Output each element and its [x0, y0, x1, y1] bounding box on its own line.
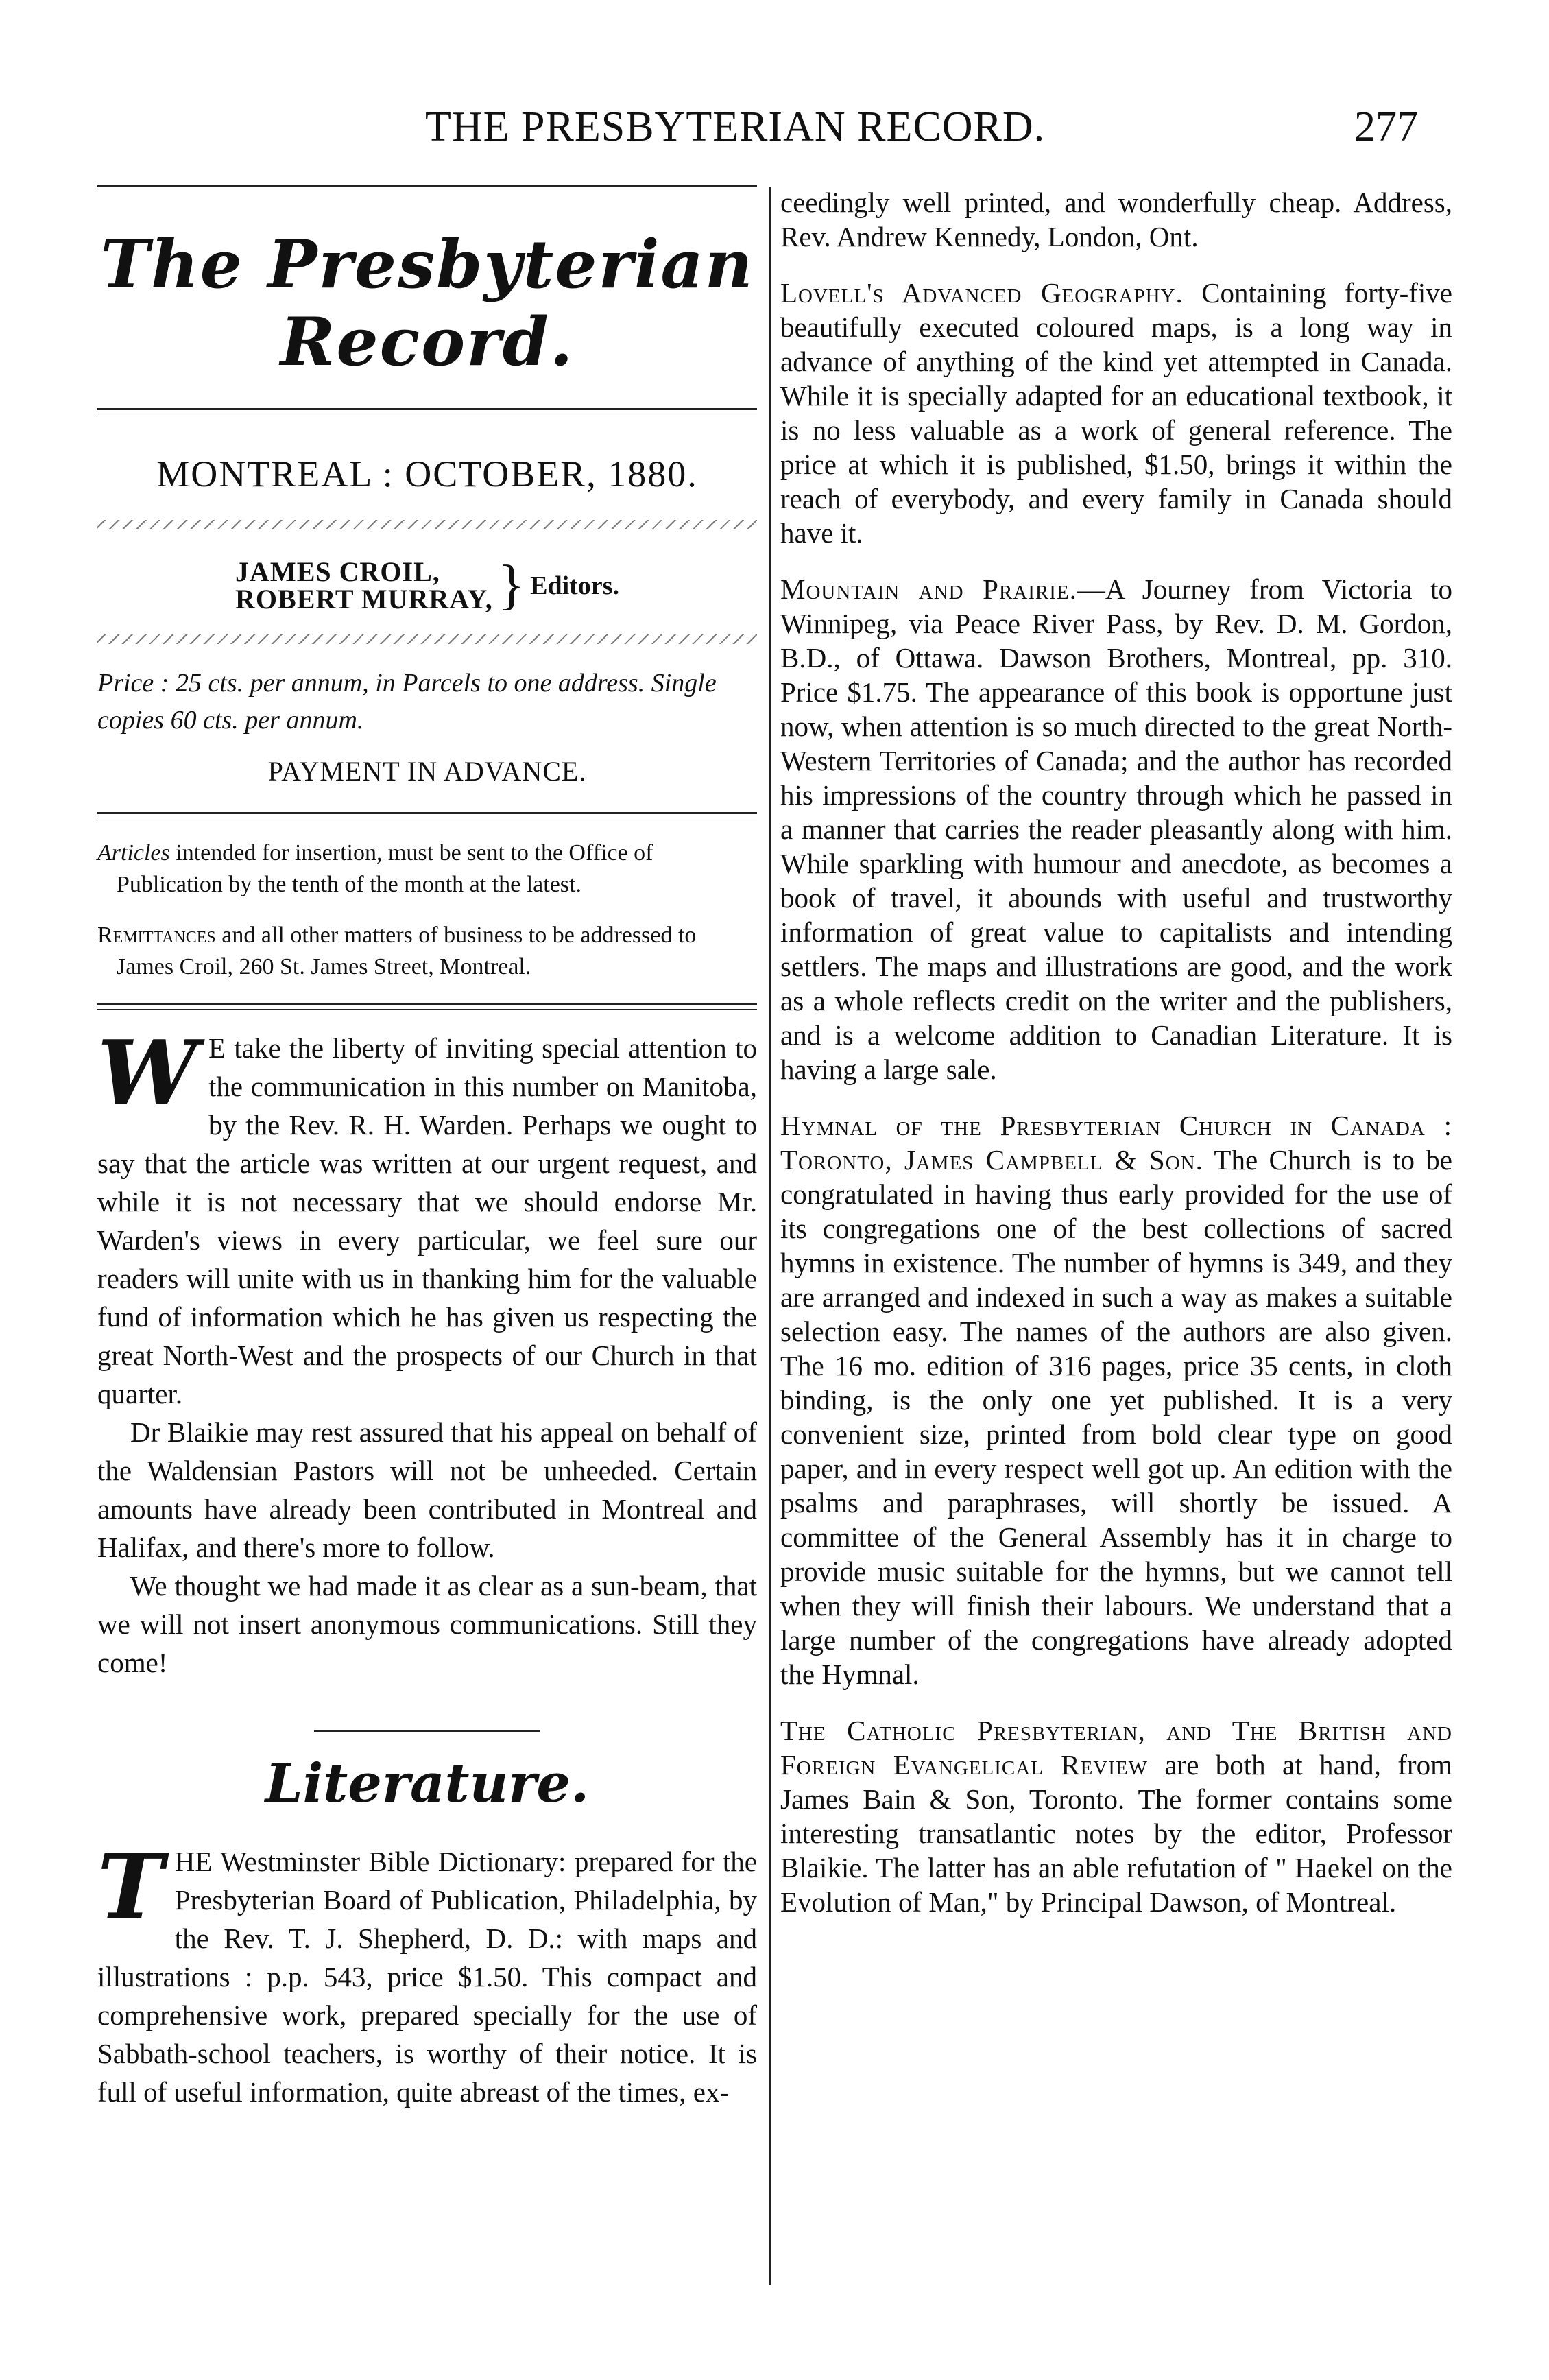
mountain-prairie-text: —A Journey from Victoria to Winnipeg, via Peace River Pass, by Rev. D. M. Gordon, B.D., of Ottawa. Dawson Brothers, Montreal, pp. 310. Price $1.75. The appearance of this book is opportune just now, when attention is so much directed to the great North-Western Territories of Canada; and the author has recorded his impressions of the country through which he passed in a manner that carries the reader pleasantly along with him. While sparkling with humour and anecdote, as becomes a book of travel, it abounds with useful and trustworthy information of great value to capitalists and intending settlers. The maps and illustrations are good, and the work as a whole reflects credit on the writer and the publishers, and is a welcome addition to Canadian Literature. It is having a large sale. [780, 573, 1453, 1085]
wavy-rule [97, 520, 757, 529]
remittances-lead: Remittances [97, 923, 216, 948]
masthead-title: The Presbyterian Record. [100, 226, 754, 381]
brace-glyph: } [498, 555, 525, 615]
literature-block [97, 1834, 757, 2111]
mountain-prairie-lead: Mountain and Prairie. [780, 573, 1077, 605]
review-continuation: ceedingly well printed, and wonderfully cheap. Address, Rev. Andrew Kennedy, London, Ont. [780, 187, 1452, 252]
catholic-presbyterian-lead: The Catholic Presbyterian, and The British and Foreign Evangelical Review [780, 1715, 1452, 1781]
literature-paragraph-1: HE Westminster Bible Dictionary: prepared for the Presbyterian Board of Publication, Philadelphia, by the Rev. T. J. Shepherd, D. D.: with maps and illustrations : p.p. 543, price $1.50. This compact and comprehensive work, prepared specially for the use of Sabbath-school teachers, is worthy of their notice. It is full of useful information, quite abreast of the times, ex- [97, 1846, 757, 2108]
catholic-presbyterian-text: are both at hand, from James Bain & Son, Toronto. The former contains some interesting transatlantic notes by the editor, Professor Blaikie. The latter has an able refutation of " Haekel on the Evolution of Man," by Principal Dawson, of Montreal. [780, 1749, 1452, 1918]
editorial-dropcap: W [97, 1021, 197, 1126]
remittances-notice [97, 920, 757, 983]
masthead-bottom-rule [97, 408, 757, 414]
notices-rule [97, 812, 757, 818]
remittances-text: and all other matters of business to be addressed to James Croil, 260 St. James Street, Montreal. [117, 923, 697, 979]
review-mountain-prairie [780, 572, 1452, 1086]
editorial-rule [97, 1003, 757, 1010]
wavy-rule-2 [97, 634, 757, 644]
right-column [780, 185, 1452, 1941]
literature-dropcap: T [97, 1834, 164, 1939]
section-rule [314, 1730, 540, 1732]
geography-lead: Lovell's Advanced Geography. [780, 277, 1184, 309]
articles-notice [97, 837, 757, 901]
review-hymnal [780, 1108, 1452, 1691]
review-geography [780, 276, 1452, 550]
editor-name-2: ROBERT MURRAY, [235, 583, 493, 615]
review-catholic-presbyterian [780, 1713, 1452, 1919]
column-divider [769, 187, 771, 2285]
running-title: THE PRESBYTERIAN RECORD. [425, 104, 1046, 150]
articles-lead: Articles [97, 840, 170, 866]
price-line: Price : 25 cts. per annum, in Parcels to one address. Single copies 60 cts. per annum. [97, 669, 717, 735]
hymnal-lead: Hymnal of the Presbyterian Church in Canada : Toronto, James Campbell & Son. [780, 1110, 1452, 1176]
editors-label: Editors. [530, 571, 619, 600]
editorial-block [97, 1021, 757, 1413]
hymnal-text: The Church is to be congratulated in having thus early provided for the use of its congregations one of the best collections of sacred hymns in existence. The number of hymns is 349, and they are arranged and indexed in such a way as makes a suitable selection easy. The names of the authors are also given. The 16 mo. edition of 316 pages, price 35 cents, in cloth binding, is the only one yet published. It is a very convenient size, printed from bold clear type on good paper, and in every respect well got up. An edition with the psalms and paraphrases, will shortly be issued. A committee of the General Assembly has it in charge to provide music suitable for the hymns, but we cannot tell when they will finish their labours. We understand that a large number of the congregations have already adopted the Hymnal. [780, 1144, 1452, 1690]
masthead-top-rule [97, 185, 757, 191]
geography-text: Containing forty-five beautifully executed coloured maps, is a long way in advance of anything of the kind yet attempted in Canada. While it is specially adapted for an educational textbook, it is no less valuable as a work of general reference. The price at which it is published, $1.50, brings it within the reach of everybody, and every family in Canada should have it. [780, 277, 1453, 549]
editors-block [97, 554, 757, 617]
literature-heading: Literature. [265, 1752, 590, 1815]
editor-names [235, 558, 493, 613]
editorial-paragraph-3: We thought we had made it as clear as a sun-beam, that we will not insert anonymous communications. Still they come! [97, 1570, 757, 1678]
page-number: 277 [1354, 104, 1418, 150]
editor-name-1: JAMES CROIL, [235, 556, 440, 587]
payment-line: PAYMENT IN ADVANCE. [267, 756, 587, 787]
editorial-paragraph-2: Dr Blaikie may rest assured that his appeal on behalf of the Waldensian Pastors will not be unheeded. Certain amounts have already been contributed in Montreal and Halifax, and there's more to follow. [97, 1416, 757, 1563]
dateline: MONTREAL : OCTOBER, 1880. [156, 453, 698, 495]
articles-text: intended for insertion, must be sent to the Office of Publication by the tenth of the month at the latest. [117, 840, 653, 897]
left-column [97, 185, 757, 2111]
editorial-paragraph-1: E take the liberty of inviting special attention to the communication in this number on Manitoba, by the Rev. R. H. Warden. Perhaps we ought to say that the article was written at our urgent request, and while it is not necessary that we should endorse Mr. Warden's views in every particular, we feel sure our readers will unite with us in thanking him for the valuable fund of information which he has given us respecting the great North-West and the prospects of our Church in that quarter. [97, 1032, 757, 1409]
